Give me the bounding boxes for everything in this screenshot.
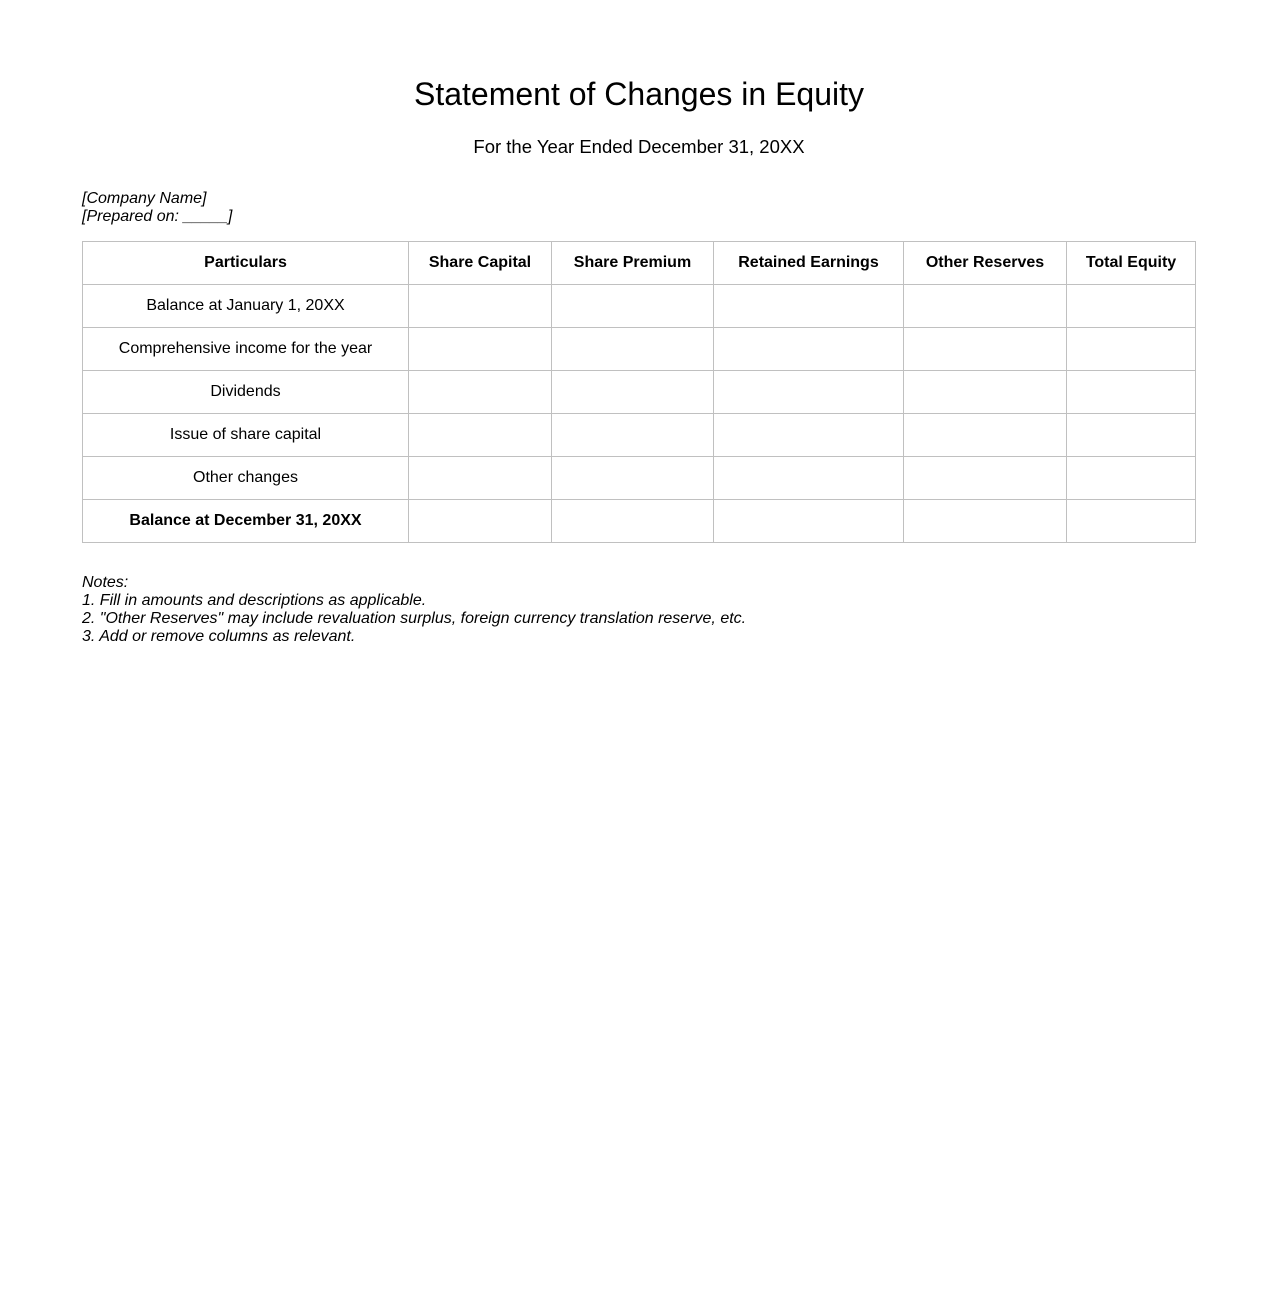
cell-share-premium [552,328,714,371]
cell-total-equity [1067,328,1196,371]
cell-other-reserves [904,414,1067,457]
cell-other-reserves [904,285,1067,328]
cell-total-equity [1067,500,1196,543]
header-total-equity: Total Equity [1067,242,1196,285]
cell-other-reserves [904,500,1067,543]
cell-retained-earnings [714,457,904,500]
cell-retained-earnings [714,328,904,371]
cell-share-premium [552,371,714,414]
cell-other-reserves [904,328,1067,371]
prepared-on: [Prepared on: _____] [82,208,233,225]
equity-table [82,241,1196,543]
cell-share-premium [552,500,714,543]
cell-share-premium [552,457,714,500]
cell-retained-earnings [714,500,904,543]
table-row [83,371,1196,414]
cell-share-premium [552,414,714,457]
cell-share-capital [409,414,552,457]
cell-share-premium [552,285,714,328]
cell-total-equity [1067,414,1196,457]
header-share-capital: Share Capital [409,242,552,285]
cell-total-equity [1067,285,1196,328]
row-label: Issue of share capital [83,414,409,457]
table-row [83,328,1196,371]
header-particulars: Particulars [83,242,409,285]
cell-total-equity [1067,457,1196,500]
cell-other-reserves [904,371,1067,414]
table-header-row [83,242,1196,285]
cell-retained-earnings [714,371,904,414]
cell-share-capital [409,328,552,371]
row-label: Comprehensive income for the year [83,328,409,371]
header-other-reserves: Other Reserves [904,242,1067,285]
header-share-premium: Share Premium [552,242,714,285]
document-subtitle: For the Year Ended December 31, 20XX [473,136,805,157]
cell-retained-earnings [714,285,904,328]
table-row-total [83,500,1196,543]
cell-retained-earnings [714,414,904,457]
company-name: [Company Name] [82,190,207,207]
note-item: 3. Add or remove columns as relevant. [82,628,356,645]
row-label: Dividends [83,371,409,414]
note-item: 2. "Other Reserves" may include revaluation surplus, foreign currency translation reserve, etc. [82,610,747,627]
table-row [83,285,1196,328]
notes-section [82,574,746,646]
cell-share-capital [409,285,552,328]
note-item: 1. Fill in amounts and descriptions as applicable. [82,592,427,609]
header-retained-earnings: Retained Earnings [714,242,904,285]
document-meta [82,190,232,226]
cell-other-reserves [904,457,1067,500]
notes-heading: Notes: [82,574,129,591]
cell-total-equity [1067,371,1196,414]
row-label: Other changes [83,457,409,500]
document-title: Statement of Changes in Equity [413,76,865,112]
table-row [83,414,1196,457]
row-label: Balance at January 1, 20XX [83,285,409,328]
table-row [83,457,1196,500]
cell-share-capital [409,457,552,500]
cell-share-capital [409,371,552,414]
cell-share-capital [409,500,552,543]
row-label: Balance at December 31, 20XX [83,500,409,543]
